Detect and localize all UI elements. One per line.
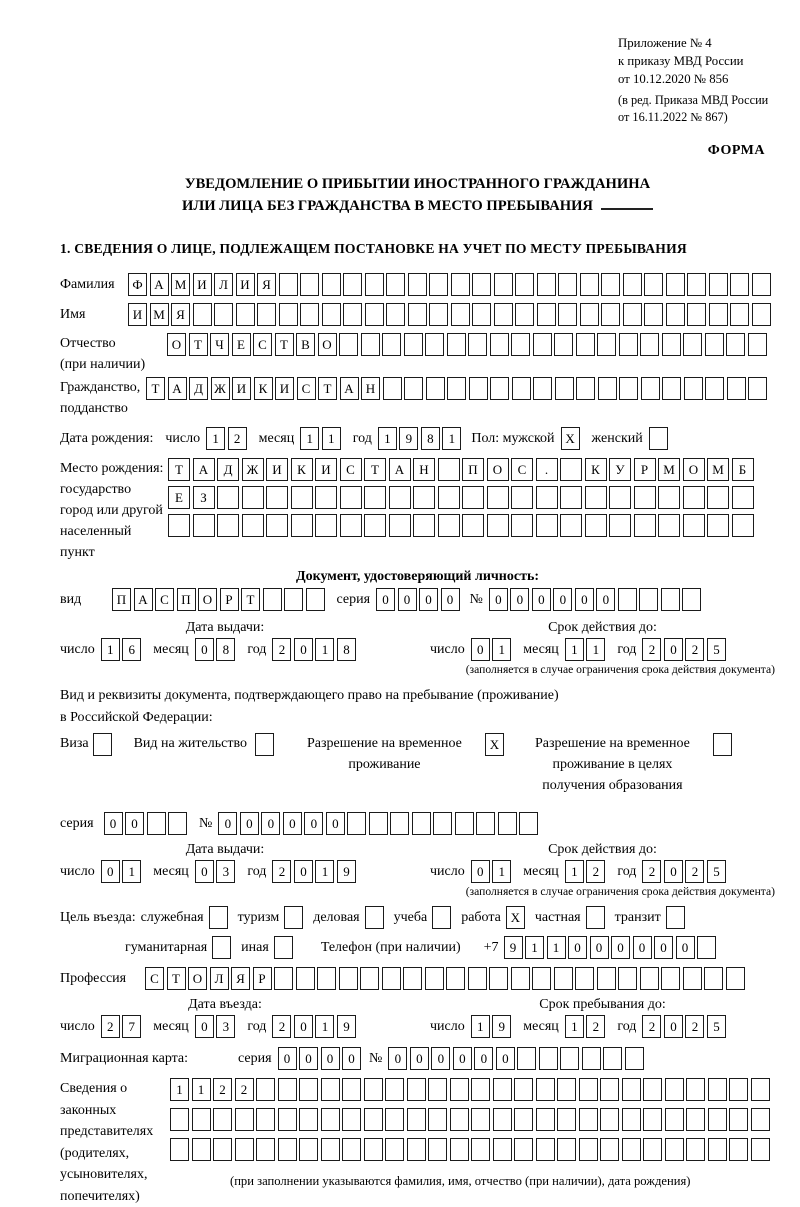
- permit-series-label: серия: [60, 815, 94, 831]
- doc-issue-date-heading: Дата выдачи:: [185, 620, 265, 635]
- surname-label: Фамилия: [60, 276, 115, 292]
- purpose-humanitarian-label: гуманитарная: [125, 939, 208, 955]
- stay-month-cells[interactable]: 1 2: [565, 1015, 606, 1038]
- migration-number-cells[interactable]: 0 0 0 0 0 0: [388, 1047, 644, 1070]
- doc-valid-month-cells[interactable]: 1 1: [565, 638, 606, 661]
- forma-label: ФОРМА: [707, 143, 765, 158]
- citizenship-label: Гражданство, подданство: [60, 380, 141, 416]
- phone-cells[interactable]: 9 1 1 0 0 0 0 0 0: [504, 936, 717, 959]
- appendix-line: Приложение № 4: [618, 36, 712, 50]
- purpose-private-checkbox[interactable]: [586, 906, 605, 929]
- birth-date-label: Дата рождения:: [60, 430, 154, 446]
- patronymic-cells[interactable]: О Т Ч Е С Т В О: [167, 333, 767, 356]
- day-label: число: [430, 1018, 465, 1034]
- residence-permit-label: Вид на жительство: [133, 736, 247, 751]
- migration-series-label: серия: [238, 1050, 272, 1066]
- temp-residence-education-checkbox[interactable]: [713, 733, 732, 756]
- entry-year-cells[interactable]: 2 0 1 9: [272, 1015, 356, 1038]
- year-label: год: [617, 1018, 637, 1034]
- stay-until-heading: Срок пребывания до:: [539, 997, 666, 1012]
- patronymic-label: Отчество (при наличии): [60, 336, 146, 372]
- purpose-work-label: работа: [461, 909, 501, 925]
- option-visa: [60, 733, 112, 756]
- year-label: год: [617, 641, 637, 657]
- purpose-label: Цель въезда:: [60, 909, 136, 925]
- purpose-business-checkbox[interactable]: [365, 906, 384, 929]
- gender-male-checkbox[interactable]: X: [561, 427, 580, 450]
- purpose-work-checkbox[interactable]: X: [506, 906, 525, 929]
- appendix-line: к приказу МВД России: [618, 54, 744, 68]
- edition-line: от 16.11.2022 № 867): [618, 110, 728, 124]
- permit-number-cells[interactable]: 0 0 0 0 0 0: [218, 812, 538, 835]
- section1-heading: 1. СВЕДЕНИЯ О ЛИЦЕ, ПОДЛЕЖАЩЕМ ПОСТАНОВКЕ НА УЧЕТ ПО МЕСТУ ПРЕБЫВАНИЯ: [60, 241, 687, 256]
- limitation-note: (заполняется в случае ограничения срока действия документа): [465, 663, 775, 676]
- permit-issue-date-heading: Дата выдачи:: [185, 842, 265, 857]
- stay-year-cells[interactable]: 2 0 2 5: [642, 1015, 726, 1038]
- form-title-line1: УВЕДОМЛЕНИЕ О ПРИБЫТИИ ИНОСТРАННОГО ГРАЖДАНИНА: [184, 176, 651, 192]
- permit-valid-day-cells[interactable]: 0 1: [471, 860, 512, 883]
- stay-day-cells[interactable]: 1 9: [471, 1015, 512, 1038]
- doc-series-label: серия: [336, 591, 371, 607]
- month-label: месяц: [523, 1018, 559, 1034]
- month-label: месяц: [523, 641, 559, 657]
- appendix-reference: [618, 34, 775, 88]
- appendix-line: от 10.12.2020 № 856: [618, 72, 729, 86]
- birth-place-row2-cells[interactable]: Е З: [168, 486, 754, 509]
- purpose-transit-checkbox[interactable]: [666, 906, 685, 929]
- edition-line: (в ред. Приказа МВД России: [618, 93, 769, 107]
- doc-issue-month-cells[interactable]: 0 8: [195, 638, 236, 661]
- month-label: месяц: [153, 1018, 189, 1034]
- gender-female-label: женский: [591, 430, 643, 446]
- migration-number-label: №: [369, 1050, 383, 1066]
- representatives-note: (при заполнении указываются фамилия, имя, отчество (при наличии), дата рождения): [230, 1174, 691, 1188]
- residence-doc-intro: Вид и реквизиты документа, подтверждающего право на пребывание (проживание) в Российской Федерации:: [60, 688, 559, 725]
- option-temp-residence: [292, 733, 504, 775]
- birth-place-row3-cells[interactable]: [168, 514, 754, 537]
- option-temp-residence-education: [520, 733, 732, 796]
- birth-place-row1-cells[interactable]: Т А Д Ж И К И С Т А Н П О С . К У Р М О М Б: [168, 458, 754, 481]
- doc-kind-cells[interactable]: П А С П О Р Т: [112, 588, 325, 611]
- permit-issue-day-cells[interactable]: 0 1: [101, 860, 142, 883]
- doc-series-cells[interactable]: 0 0 0 0: [376, 588, 460, 611]
- representatives-row1-cells[interactable]: 1 1 2 2: [170, 1078, 770, 1101]
- limitation-note: (заполняется в случае ограничения срока действия документа): [465, 885, 775, 898]
- day-label: число: [60, 641, 95, 657]
- permit-series-cells[interactable]: 0 0: [104, 812, 188, 835]
- visa-checkbox[interactable]: [93, 733, 112, 756]
- gender-female-checkbox[interactable]: [649, 427, 668, 450]
- form-title-line2: ИЛИ ЛИЦА БЕЗ ГРАЖДАНСТВА В МЕСТО ПРЕБЫВАНИЯ: [60, 195, 775, 217]
- birth-day-cells[interactable]: 1 2: [206, 427, 247, 450]
- entry-date-heading: Дата въезда:: [188, 997, 262, 1012]
- year-label: год: [247, 641, 267, 657]
- purpose-humanitarian-checkbox[interactable]: [212, 936, 231, 959]
- profession-label: Профессия: [60, 970, 127, 986]
- birth-month-cells[interactable]: 1 1: [300, 427, 341, 450]
- temp-residence-education-label: Разрешение на временное проживание в целях получения образования: [534, 736, 690, 793]
- purpose-official-checkbox[interactable]: [209, 906, 228, 929]
- surname-cells[interactable]: Ф А М И Л И Я: [128, 273, 771, 296]
- entry-day-cells[interactable]: 2 7: [101, 1015, 142, 1038]
- day-label: число: [165, 430, 201, 446]
- year-label: год: [247, 1018, 267, 1034]
- citizenship-cells[interactable]: Т А Д Ж И К И С Т А Н: [146, 377, 767, 400]
- birth-place-label: Место рождения: государство город или другой населенный пункт: [60, 461, 164, 560]
- purpose-other-label: иная: [241, 939, 269, 955]
- year-label: год: [617, 863, 637, 879]
- permit-number-label: №: [199, 815, 213, 831]
- representatives-row2-cells[interactable]: [170, 1108, 770, 1131]
- doc-number-label: №: [469, 591, 483, 607]
- birth-year-cells[interactable]: 1 9 8 1: [378, 427, 462, 450]
- doc-number-cells[interactable]: 0 0 0 0 0 0: [489, 588, 702, 611]
- month-label: месяц: [153, 863, 189, 879]
- edition-reference: [618, 92, 775, 126]
- permit-issue-month-cells[interactable]: 0 3: [195, 860, 236, 883]
- profession-cells[interactable]: С Т О Л Я Р: [145, 967, 745, 990]
- title-blank-underline: [601, 207, 653, 210]
- name-cells[interactable]: И М Я: [128, 303, 771, 326]
- phone-prefix: +7: [483, 939, 499, 955]
- day-label: число: [430, 863, 465, 879]
- day-label: число: [60, 1018, 95, 1034]
- day-label: число: [60, 863, 95, 879]
- month-label: месяц: [523, 863, 559, 879]
- doc-valid-day-cells[interactable]: 0 1: [471, 638, 512, 661]
- doc-issue-day-cells[interactable]: 1 6: [101, 638, 142, 661]
- visa-label: Виза: [60, 736, 89, 751]
- month-label: месяц: [258, 430, 295, 446]
- permit-issue-year-cells[interactable]: 2 0 1 9: [272, 860, 356, 883]
- migration-series-cells[interactable]: 0 0 0 0: [278, 1047, 362, 1070]
- phone-label: Телефон (при наличии): [320, 939, 461, 955]
- representatives-row3-cells[interactable]: [170, 1138, 770, 1161]
- purpose-other-checkbox[interactable]: [274, 936, 293, 959]
- option-residence-permit: [134, 733, 274, 756]
- permit-valid-until-heading: Срок действия до:: [548, 842, 657, 857]
- purpose-business-label: деловая: [313, 909, 360, 925]
- year-label: год: [247, 863, 267, 879]
- purpose-transit-label: транзит: [614, 909, 661, 925]
- purpose-official-label: служебная: [140, 909, 204, 925]
- purpose-tourism-label: туризм: [237, 909, 280, 925]
- month-label: месяц: [153, 641, 189, 657]
- temp-residence-label: Разрешение на временное проживание: [306, 736, 462, 772]
- doc-valid-year-cells[interactable]: 2 0 2 5: [642, 638, 726, 661]
- form-title: [60, 173, 775, 217]
- gender-male-label: Пол: мужской: [471, 430, 555, 446]
- doc-issue-year-cells[interactable]: 2 0 1 8: [272, 638, 356, 661]
- entry-month-cells[interactable]: 0 3: [195, 1015, 236, 1038]
- purpose-private-label: частная: [534, 909, 581, 925]
- permit-valid-year-cells[interactable]: 2 0 2 5: [642, 860, 726, 883]
- purpose-study-checkbox[interactable]: [432, 906, 451, 929]
- permit-valid-month-cells[interactable]: 1 2: [565, 860, 606, 883]
- doc-valid-until-heading: Срок действия до:: [548, 620, 657, 635]
- purpose-study-label: учеба: [393, 909, 428, 925]
- migration-card-label: Миграционная карта:: [60, 1050, 189, 1066]
- year-label: год: [352, 430, 372, 446]
- identity-doc-heading: Документ, удостоверяющий личность:: [295, 569, 540, 584]
- name-label: Имя: [60, 306, 86, 322]
- doc-kind-label: вид: [60, 591, 82, 607]
- residence-permit-checkbox[interactable]: [255, 733, 274, 756]
- temp-residence-checkbox[interactable]: X: [485, 733, 504, 756]
- day-label: число: [430, 641, 465, 657]
- representatives-label: Сведения о законных представителях (родителях, усыновителях, попечителях): [60, 1081, 154, 1204]
- purpose-tourism-checkbox[interactable]: [284, 906, 303, 929]
